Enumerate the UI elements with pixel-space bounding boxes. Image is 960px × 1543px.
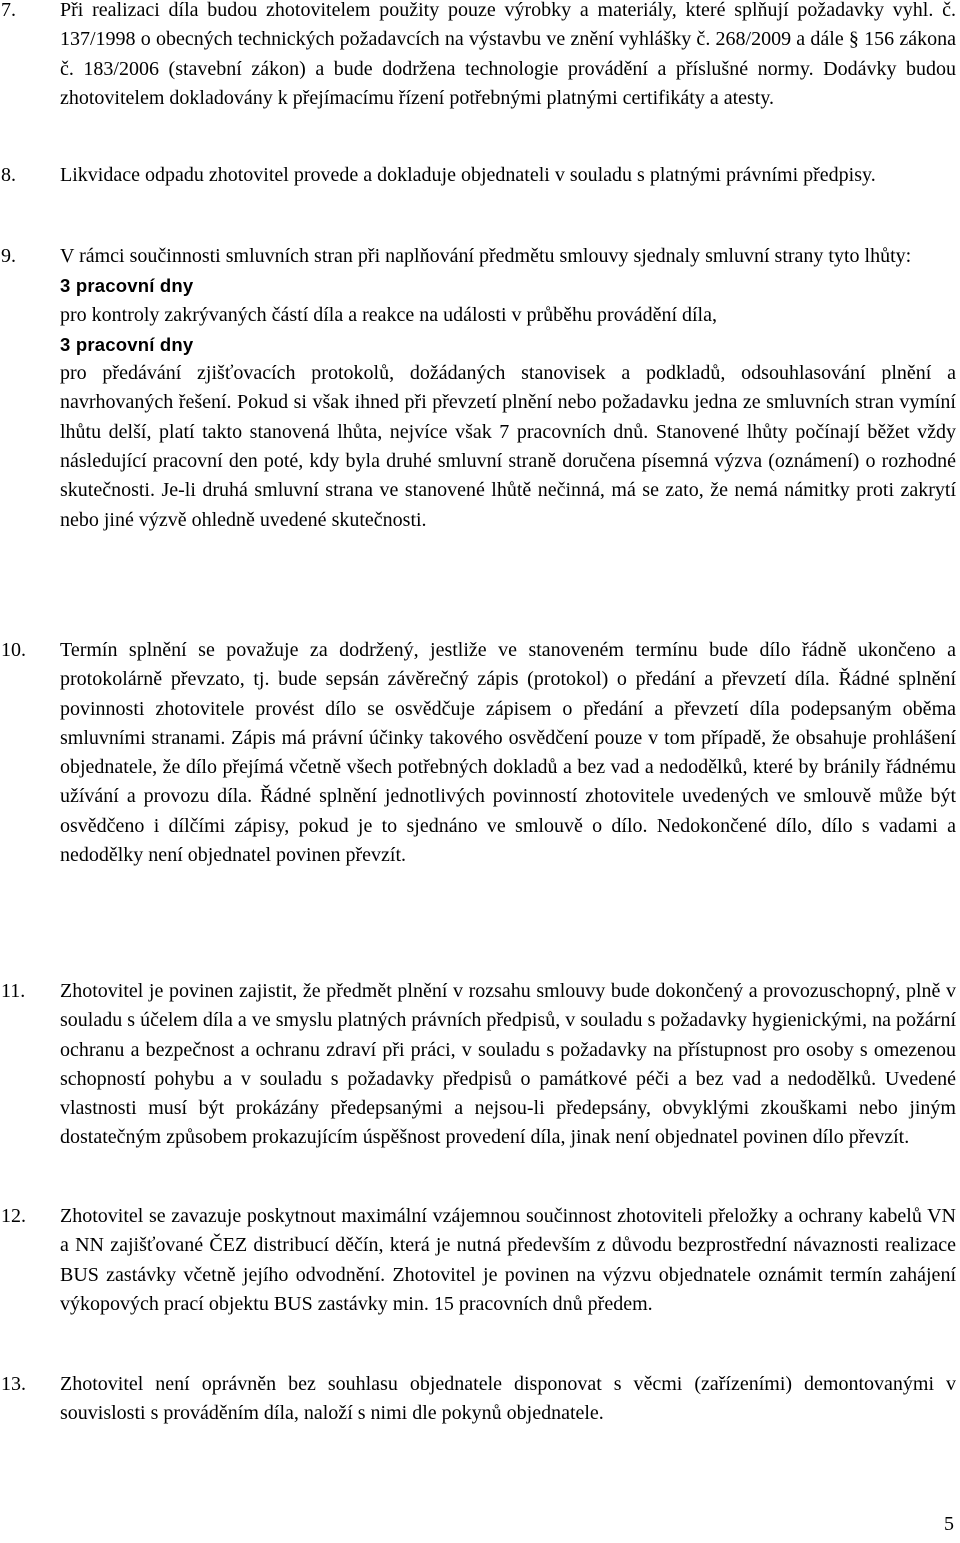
clause-text: Zhotovitel se zavazuje poskytnout maximální vzájemnou součinnost zhotoviteli přeložky a ochrany kabelů VN a NN zajišťované ČEZ distribucí děčín, která je nutná především z důvodu bezprostřední návaznosti realizace BUS zastávky včetně jejího odvodnění. Zhotovitel je povinen na výzvu objednatele oznámit termín zahájení výkopových prací objektu BUS zastávky min. 15 pracovních dnů předem. [60,1205,956,1315]
clause-text: Při realizaci díla budou zhotovitelem použity pouze výrobky a materiály, které splňují požadavky vyhl. č. 137/1998 o obecných technických požadavcích na výstavbu ve znění vyhlášky č. 268/2009 a dále § 156 zákona č. 183/2006 (stavební zákon) a bude dodržena technologie provádění a příslušné normy. Dodávky budou zhotovitelem dokladovány k přejímacímu řízení potřebnými platnými certifikáty a atesty. [60,0,956,109]
clause-text: Zhotovitel je povinen zajistit, že předmět plnění v rozsahu smlouvy bude dokončený a provozuschopný, plně v souladu s účelem díla a ve smyslu platných právních předpisů, v souladu s požadavky hygienickými, na požární ochranu a bezpečnost a ochranu zdraví při práci, v souladu s požadavky na přístupnost pro osoby s omezenou schopností pohybu a v souladu s požadavky předpisů o památkové péči a bez vad a nedodělků. Uvedené vlastnosti musí být prokázány předepsanými a nejsou-li předepsány, obvyklými zkouškami nebo jiným dostatečným způsobem prokazujícím úspěšnost provedení díla, jinak není objednatel povinen dílo převzít. [60,980,956,1149]
clause-text: Likvidace odpadu zhotovitel provede a dokladuje objednateli v souladu s platnými právními předpisy. [60,164,876,186]
clause-11 [0,977,958,1153]
clause-13 [0,1370,958,1429]
clause-text: Zhotovitel není oprávněn bez souhlasu objednatele disponovat s věcmi (zařízeními) demontovanými v souvislosti s prováděním díla, naloží s nimi dle pokynů objednatele. [60,1373,956,1425]
deadline-description: pro kontroly zakrývaných částí díla a reakce na události v průběhu provádění díla, [60,303,717,326]
clause-9 [0,242,958,535]
clause-number: 9. [1,245,16,267]
clause-number: 8. [1,164,16,186]
deadline-title: 3 pracovní dny [60,275,194,297]
clause-number: 10. [1,639,26,661]
clause-10 [0,636,958,870]
clause-text: Termín splnění se považuje za dodržený, jestliže ve stanoveném termínu bude dílo řádně ukončeno a protokolárně převzato, tj. bude sepsán závěrečný zápis (protokol) o předání a převzetí díla. Řádné splnění povinnosti zhotovitele provést dílo se osvědčuje zápisem o předání a převzetí díla podepsaným oběma smluvními stranami. Zápis má právní účinky takového osvědčení pouze v tom případě, že obsahuje prohlášení objednatele, že dílo přejímá včetně všech potřebných dokladů a bez vad a nedodělků, které by bránily řádnému užívání a provozu díla. Řádné splnění jednotlivých povinností zhotovitele uvedených ve smlouvě může být osvědčeno i dílčími zápisy, pokud je to sjednáno ve smlouvě o dílo. Nedokončené dílo, dílo s vadami a nedodělky není objednatel povinen převzít. [60,639,956,867]
clause-number: 12. [1,1205,26,1227]
clause-12 [0,1202,958,1319]
clause-number: 11. [1,980,26,1002]
deadline-description: pro předávání zjišťovacích protokolů, dožádaných stanovisek a podkladů, odsouhlasování plnění a navrhovaných řešení. Pokud si však ihned při převzetí plnění nebo požadavku jedna ze smluvních stran vymíní lhůtu delší, platí takto stanovená lhůta, nejvíce však 7 pracovních dnů. Stanovené lhůty počínají běžet vždy následující pracovní den poté, kdy byla druhé smluvní straně doručena písemná výzva (oznámení) o rozhodné skutečnosti. Je-li druhá smluvní strana ve stanovené lhůtě nečinná, má se zato, že nemá námitky proti zakrytí nebo jiné výzvě ohledně uvedené skutečnosti. [60,362,956,531]
deadline-title: 3 pracovní dny [60,333,194,355]
clause-number: 13. [1,1373,26,1395]
clause-7 [0,0,958,113]
clause-intro: V rámci součinnosti smluvních stran při naplňování předmětu smlouvy sjednaly smluvní strany tyto lhůty: [60,245,912,267]
clause-8 [0,161,958,190]
clause-number: 7. [1,0,16,21]
page-number: 5 [944,1513,954,1535]
